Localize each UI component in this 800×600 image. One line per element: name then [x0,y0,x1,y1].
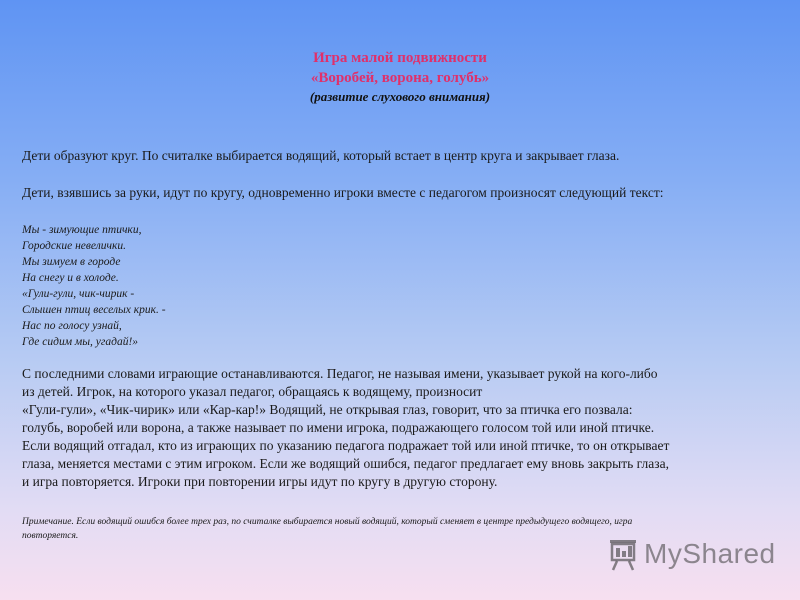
presentation-board-icon [606,536,640,572]
main-text-line: голубь, воробей или ворона, а также называет по имени игрока, подражающего голосом той или иной птичке. [22,420,655,435]
main-text-line: глаза, меняется местами с этим игроком. Если же водящий ошибся, педагог предлагает ему вновь закрыть глаза, [22,456,669,471]
poem [22,222,777,350]
main-text-line: «Гули-гули», «Чик-чирик» или «Кар-кар!» Водящий, не открывая глаз, говорит, что за птичка его позвала: [22,402,633,417]
poem-line: Мы зимуем в городе [22,256,121,268]
poem-line: Нас по голосу узнай, [22,320,122,332]
main-text-line: С последними словами играющие останавливаются. Педагог, не называя имени, указывает рукой на кого-либо [22,366,658,381]
subtitle: (развитие слухового внимания) [309,89,491,104]
myshared-logo [606,536,776,572]
note-line: повторяется. [22,531,79,541]
note-line: Примечание. Если водящий ошибся более трех раз, по считалке выбирается новый водящий, который сменяет в центре предыдущего водящего, игра [22,517,633,527]
main-text-line: и игра повторяется. Игроки при повторении игры идут по кругу в другую сторону. [22,474,498,489]
poem-line: На снегу и в холоде. [22,272,119,284]
poem-line: «Гули-гули, чик-чирик - [22,288,135,300]
main-text-line: из детей. Игрок, на которого указал педагог, обращаясь к водящему, произносит [22,384,483,399]
poem-line: Слышен птиц веселых крик. - [22,304,166,316]
poem-line: Городские невелички. [22,240,126,252]
main-text [22,365,777,491]
paragraph-2: Дети, взявшись за руки, идут по кругу, одновременно игроки вместе с педагогом произносят следующий текст: [22,185,664,200]
title-line-2: «Воробей, ворона, голубь» [310,70,490,86]
title-block [0,48,800,106]
poem-line: Где сидим мы, угадай!» [22,336,139,348]
paragraph-1: Дети образуют круг. По считалке выбирается водящий, который встает в центр круга и закрывает глаза. [22,148,620,163]
logo-text: MyShared [644,538,776,569]
title-line-1: Игра малой подвижности [313,50,487,66]
main-text-line: Если водящий отгадал, кто из играющих по указанию педагога подражает той или иной птичке, то он открывает [22,438,670,453]
poem-line: Мы - зимующие птички, [22,224,142,236]
